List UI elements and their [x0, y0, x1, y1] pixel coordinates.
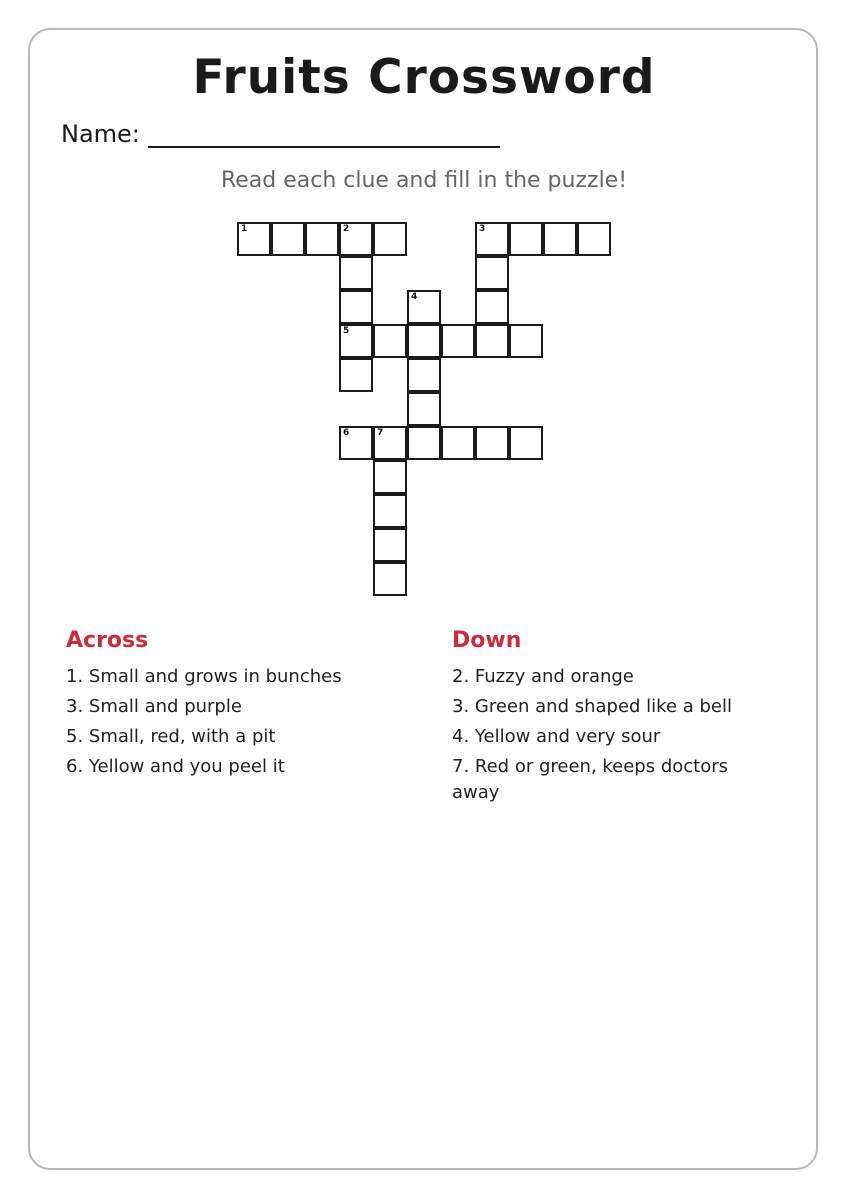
- name-field[interactable]: [148, 120, 500, 148]
- worksheet-border: [28, 28, 818, 1170]
- crossword-cell[interactable]: [407, 426, 441, 460]
- crossword-cell[interactable]: [441, 324, 475, 358]
- across-heading: Across: [66, 628, 149, 653]
- crossword-cell[interactable]: [339, 222, 373, 256]
- cell-number: 2: [343, 224, 350, 234]
- clue-across-3: 3. Small and purple: [66, 696, 242, 717]
- cell-number: 6: [343, 428, 350, 438]
- cell-number: 5: [343, 326, 350, 336]
- crossword-cell[interactable]: [339, 358, 373, 392]
- crossword-cell[interactable]: [237, 222, 271, 256]
- crossword-cell[interactable]: [373, 324, 407, 358]
- across-clue-list: [66, 664, 406, 780]
- down-clues: [452, 626, 772, 810]
- crossword-cell[interactable]: [407, 324, 441, 358]
- name-label: Name:: [61, 120, 140, 148]
- clue-across-5: 5. Small, red, with a pit: [66, 726, 276, 747]
- down-clue-list: [452, 664, 772, 806]
- crossword-cell[interactable]: [271, 222, 305, 256]
- cell-number: 4: [411, 292, 418, 302]
- down-heading: Down: [452, 628, 522, 653]
- crossword-cell[interactable]: [475, 256, 509, 290]
- crossword-cell[interactable]: [339, 256, 373, 290]
- clue-down-3: 3. Green and shaped like a bell: [452, 696, 733, 717]
- crossword-cell[interactable]: [407, 392, 441, 426]
- crossword-cell[interactable]: [305, 222, 339, 256]
- cell-number: 3: [479, 224, 486, 234]
- crossword-cell[interactable]: [509, 222, 543, 256]
- clue-across-6: 6. Yellow and you peel it: [66, 756, 285, 777]
- cell-number: 1: [241, 224, 248, 234]
- crossword-cell[interactable]: [373, 460, 407, 494]
- clue-across-1: 1. Small and grows in bunches: [66, 666, 342, 687]
- across-clues: [66, 626, 406, 784]
- crossword-cell[interactable]: [475, 324, 509, 358]
- clue-down-7: 7. Red or green, keeps doctors away: [452, 756, 729, 803]
- crossword-cell[interactable]: [509, 324, 543, 358]
- crossword-cell[interactable]: [577, 222, 611, 256]
- crossword-cell[interactable]: [543, 222, 577, 256]
- crossword-cell[interactable]: [373, 528, 407, 562]
- crossword-cell[interactable]: [373, 494, 407, 528]
- crossword-cell[interactable]: [441, 426, 475, 460]
- crossword-cell[interactable]: [339, 290, 373, 324]
- crossword-cell[interactable]: [373, 562, 407, 596]
- cell-number: 7: [377, 428, 384, 438]
- crossword-cell[interactable]: [509, 426, 543, 460]
- crossword-cell[interactable]: [407, 358, 441, 392]
- page-title: Fruits Crossword: [192, 50, 656, 105]
- crossword-cell[interactable]: [475, 222, 509, 256]
- clue-down-2: 2. Fuzzy and orange: [452, 666, 634, 687]
- crossword-cell[interactable]: [373, 426, 407, 460]
- crossword-cell[interactable]: [339, 324, 373, 358]
- crossword-cell[interactable]: [407, 290, 441, 324]
- crossword-cell[interactable]: [373, 222, 407, 256]
- crossword-cell[interactable]: [475, 426, 509, 460]
- crossword-cell[interactable]: [475, 290, 509, 324]
- instructions: Read each clue and fill in the puzzle!: [220, 168, 628, 193]
- clue-down-4: 4. Yellow and very sour: [452, 726, 661, 747]
- crossword-cell[interactable]: [339, 426, 373, 460]
- name-row: [61, 120, 500, 148]
